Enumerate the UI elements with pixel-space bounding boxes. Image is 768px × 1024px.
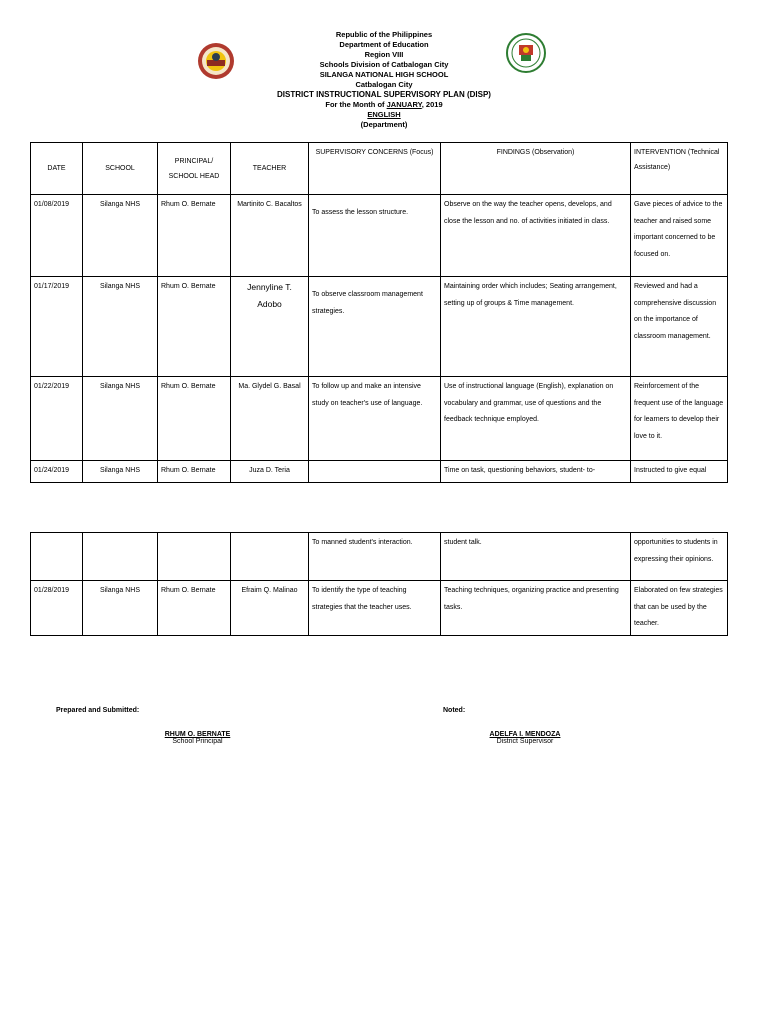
table-row — [31, 461, 728, 483]
table-header-row — [31, 143, 728, 195]
prepared-label: Prepared and Submitted: — [56, 707, 140, 714]
header-subject: ENGLISH — [367, 110, 401, 119]
col-findings: FINDINGS (Observation) — [441, 143, 631, 195]
supervisory-plan-table — [30, 142, 728, 483]
header-republic: Republic of the Philippines — [335, 30, 433, 39]
table-row — [31, 581, 728, 636]
cell-school — [83, 533, 158, 581]
document-title: DISTRICT INSTRUCTIONAL SUPERVISORY PLAN (DISP) — [277, 90, 491, 99]
table-row — [31, 533, 728, 581]
cell-principal — [158, 533, 231, 581]
cell-finding: Time on task, questioning behaviors, student- to- — [441, 461, 631, 483]
cell-date — [31, 533, 83, 581]
header-department: Department of Education — [339, 40, 429, 49]
cell-finding: Maintaining order which includes; Seating arrangement, setting up of groups & Time management. — [441, 277, 631, 377]
supervisory-plan-table-continued — [30, 532, 728, 636]
cell-concern: To identify the type of teaching strategies that the teacher uses. — [309, 581, 441, 636]
cell-date: 01/28/2019 — [31, 581, 83, 636]
header-region: Region VIII — [364, 50, 404, 59]
cell-concern: To follow up and make an intensive study on teacher's use of language. — [309, 377, 441, 461]
prepared-position: School Principal — [172, 738, 223, 745]
col-principal: PRINCIPAL/ SCHOOL HEAD — [158, 143, 231, 195]
table-row — [31, 195, 728, 277]
cell-principal: Rhum O. Bernate — [158, 581, 231, 636]
noted-position: District Supervisor — [496, 738, 554, 745]
cell-concern: To observe classroom management strategies. — [309, 277, 441, 377]
cell-school: Silanga NHS — [83, 461, 158, 483]
col-intervention: INTERVENTION (Technical Assistance) — [631, 143, 728, 195]
cell-concern — [309, 461, 441, 483]
cell-school: Silanga NHS — [83, 277, 158, 377]
cell-intervention: opportunities to students in expressing their opinions. — [631, 533, 728, 581]
cell-date: 01/08/2019 — [31, 195, 83, 277]
cell-intervention: Instructed to give equal — [631, 461, 728, 483]
prepared-name: RHUM O. BERNATE — [164, 731, 231, 738]
col-teacher: TEACHER — [231, 143, 309, 195]
cell-concern: To assess the lesson structure. — [309, 195, 441, 277]
noted-name: ADELFA I. MENDOZA — [489, 731, 561, 738]
cell-school: Silanga NHS — [83, 195, 158, 277]
table-row — [31, 377, 728, 461]
document-header — [0, 30, 768, 130]
cell-principal: Rhum O. Bernate — [158, 277, 231, 377]
cell-concern: To manned student's interaction. — [309, 533, 441, 581]
cell-teacher — [231, 533, 309, 581]
cell-finding: Observe on the way the teacher opens, develops, and close the lesson and no. of activities initiated in class. — [441, 195, 631, 277]
cell-finding: student talk. — [441, 533, 631, 581]
noted-signature — [470, 731, 580, 745]
cell-finding: Use of instructional language (English), explanation on vocabulary and grammar, use of questions and the feedback technique employed. — [441, 377, 631, 461]
header-division: Schools Division of Catbalogan City — [319, 60, 449, 69]
col-concern: SUPERVISORY CONCERNS (Focus) — [309, 143, 441, 195]
cell-date: 01/17/2019 — [31, 277, 83, 377]
cell-teacher: Efraim Q. Malinao — [231, 581, 309, 636]
cell-school: Silanga NHS — [83, 377, 158, 461]
cell-date: 01/22/2019 — [31, 377, 83, 461]
cell-intervention: Reviewed and had a comprehensive discussion on the importance of classroom management. — [631, 277, 728, 377]
header-department-label: (Department) — [360, 120, 408, 129]
header-school: SILANGA NATIONAL HIGH SCHOOL — [319, 70, 449, 79]
col-school: SCHOOL — [83, 143, 158, 195]
table-row — [31, 277, 728, 377]
cell-teacher: Martinito C. Bacaltos — [231, 195, 309, 277]
col-date: DATE — [31, 143, 83, 195]
cell-teacher: Juza D. Teria — [231, 461, 309, 483]
cell-principal: Rhum O. Bernate — [158, 377, 231, 461]
noted-label: Noted: — [443, 707, 466, 714]
cell-date: 01/24/2019 — [31, 461, 83, 483]
cell-intervention: Reinforcement of the frequent use of the language for learners to develop their love to it. — [631, 377, 728, 461]
cell-intervention: Gave pieces of advice to the teacher and raised some important concerned to be focused on. — [631, 195, 728, 277]
cell-intervention: Elaborated on few strategies that can be used by the teacher. — [631, 581, 728, 636]
cell-principal: Rhum O. Bernate — [158, 195, 231, 277]
cell-school: Silanga NHS — [83, 581, 158, 636]
header-month: For the Month of JANUARY, 2019 — [325, 100, 443, 109]
cell-finding: Teaching techniques, organizing practice and presenting tasks. — [441, 581, 631, 636]
cell-teacher: Jennyline T. Adobo — [231, 277, 309, 377]
prepared-signature — [150, 731, 245, 745]
cell-principal: Rhum O. Bernate — [158, 461, 231, 483]
header-city: Catbalogan City — [355, 80, 413, 89]
cell-teacher: Ma. Glydel G. Basal — [231, 377, 309, 461]
